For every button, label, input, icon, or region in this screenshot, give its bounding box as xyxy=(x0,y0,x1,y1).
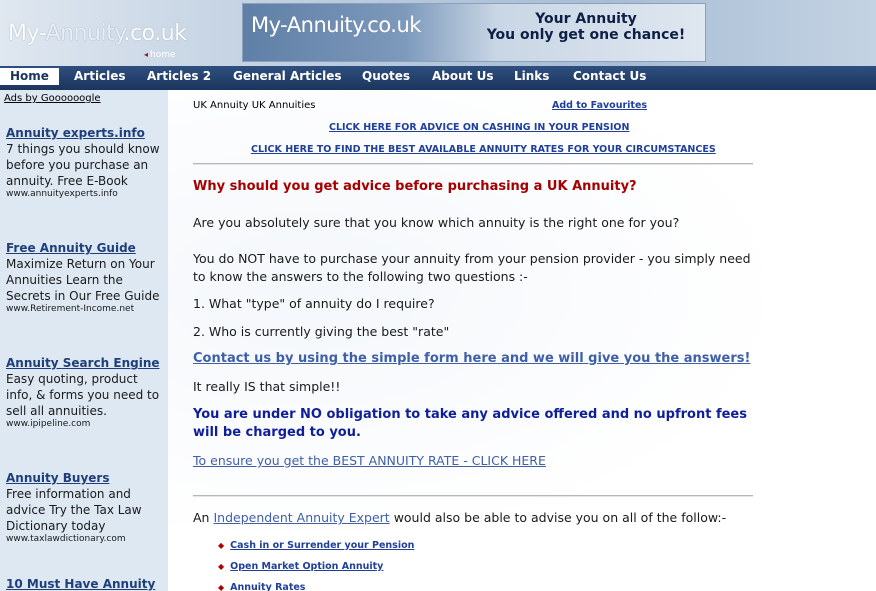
intro-paragraph: Are you absolutely sure that you know which annuity is the right one for you? xyxy=(193,215,680,230)
ad-item[interactable] xyxy=(6,356,162,429)
list-item-link[interactable]: Annuity Rates xyxy=(230,582,306,591)
arrow-left-icon: ◂ xyxy=(144,50,149,59)
diamond-bullet-icon: ◆ xyxy=(218,583,225,591)
question-1: 1. What "type" of annuity do I require? xyxy=(193,296,435,311)
list-item-link[interactable]: Open Market Option Annuity xyxy=(230,561,384,572)
diamond-bullet-icon: ◆ xyxy=(218,541,225,550)
nav-item-articles[interactable]: Articles xyxy=(74,69,126,83)
nav-item-quotes[interactable]: Quotes xyxy=(362,69,411,83)
expert-paragraph xyxy=(193,510,726,525)
logo-main: Annuity xyxy=(45,21,124,46)
nav-item-general-articles[interactable]: General Articles xyxy=(233,69,342,83)
ad-item[interactable] xyxy=(6,471,162,544)
ads-by-google-link[interactable]: Ads by Goooooogle xyxy=(4,93,101,104)
divider xyxy=(193,163,753,165)
no-obligation-notice: You are under NO obligation to take any advice offered and no upfront fees will be charged to you. xyxy=(193,407,747,440)
logo-prefix: My- xyxy=(8,21,46,46)
ad-title[interactable]: Annuity experts.info xyxy=(6,126,145,140)
nav-item-contact-us[interactable]: Contact Us xyxy=(573,69,647,83)
site-label: UK Annuity UK Annuities xyxy=(193,100,316,111)
banner-logo-suffix: .co.uk xyxy=(361,13,421,37)
banner-logo-main: Annuity xyxy=(286,13,362,37)
divider xyxy=(193,495,753,497)
expert-suffix: would also be able to advise you on all of the follow:- xyxy=(393,510,727,525)
pension-advice-link[interactable]: CLICK HERE FOR ADVICE ON CASHING IN YOUR PENSION xyxy=(329,122,630,133)
main-nav xyxy=(0,66,876,90)
nav-item-articles-2[interactable]: Articles 2 xyxy=(147,69,212,83)
independent-expert-link[interactable]: Independent Annuity Expert xyxy=(213,510,390,525)
ad-description: Easy quoting, product info, & forms you need to sell all annuities. xyxy=(6,372,160,418)
best-annuity-rate-link[interactable]: To ensure you get the BEST ANNUITY RATE - CLICK HERE xyxy=(193,453,546,468)
ad-description: 7 things you should know before you purchase an annuity. Free E-Book xyxy=(6,142,160,188)
contact-form-link[interactable]: Contact us by using the simple form here and we will give you the answers! xyxy=(193,351,751,366)
list-item[interactable] xyxy=(218,582,305,591)
banner-tagline-1: Your Annuity xyxy=(535,11,637,27)
ad-description: Free information and advice Try the Tax Law Dictionary today xyxy=(6,487,142,533)
header-banner[interactable] xyxy=(242,3,706,62)
ad-item[interactable] xyxy=(6,126,162,199)
ad-url[interactable]: www.ipipeline.com xyxy=(6,419,91,429)
ad-title[interactable]: Annuity Buyers xyxy=(6,471,110,485)
ad-title[interactable]: Annuity Search Engine xyxy=(6,356,160,370)
page-heading: Why should you get advice before purchasing a UK Annuity? xyxy=(193,179,637,194)
ad-url[interactable]: www.taxlawdictionary.com xyxy=(6,534,126,544)
sidebar-ads xyxy=(0,90,168,591)
ad-url[interactable]: www.Retirement-Income.net xyxy=(6,304,135,314)
nav-item-links[interactable]: Links xyxy=(514,69,550,83)
nav-item-home[interactable]: Home xyxy=(0,68,59,85)
add-to-favourites-link[interactable]: Add to Favourites xyxy=(552,100,648,111)
site-header xyxy=(0,0,876,66)
banner-tagline-2: You only get one chance! xyxy=(486,27,686,43)
nav-item-about-us[interactable]: About Us xyxy=(432,69,494,83)
provider-paragraph: You do NOT have to purchase your annuity from your pension provider - you simply need to know the answers to the following two questions :- xyxy=(193,251,751,284)
logo-suffix: .co.uk xyxy=(123,21,187,46)
best-rates-link[interactable]: CLICK HERE TO FIND THE BEST AVAILABLE ANNUITY RATES FOR YOUR CIRCUMSTANCES xyxy=(251,144,716,155)
ad-title[interactable]: 10 Must Have Annuity xyxy=(6,577,156,591)
question-2: 2. Who is currently giving the best "rate" xyxy=(193,324,450,339)
banner-logo xyxy=(251,13,421,37)
diamond-bullet-icon: ◆ xyxy=(218,562,225,571)
home-link[interactable] xyxy=(144,50,176,60)
list-item[interactable] xyxy=(218,561,383,572)
list-item[interactable] xyxy=(218,540,414,551)
ad-description: Maximize Return on Your Annuities Learn the Secrets in Our Free Guide xyxy=(6,257,160,303)
home-link-label: home xyxy=(150,50,176,60)
list-item-link[interactable]: Cash in or Surrender your Pension xyxy=(230,540,415,551)
simple-text: It really IS that simple!! xyxy=(193,379,341,394)
ad-item[interactable] xyxy=(6,577,162,591)
ad-url[interactable]: www.annuityexperts.info xyxy=(6,189,118,199)
site-logo[interactable] xyxy=(8,21,186,46)
main-content xyxy=(168,90,876,591)
banner-logo-prefix: My- xyxy=(251,13,287,37)
expert-prefix: An xyxy=(193,510,210,525)
ad-item[interactable] xyxy=(6,241,162,314)
ad-title[interactable]: Free Annuity Guide xyxy=(6,241,136,255)
